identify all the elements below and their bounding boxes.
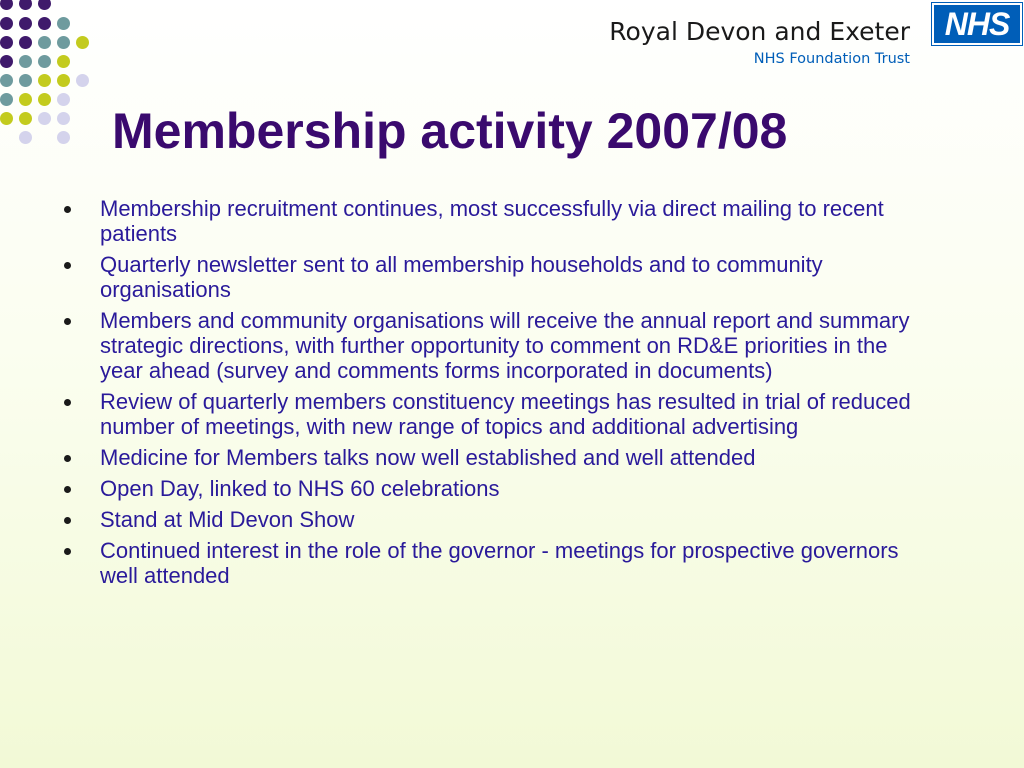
dot-purple xyxy=(19,0,32,10)
dot-lime xyxy=(19,93,32,106)
dot-teal xyxy=(19,74,32,87)
dot-lime xyxy=(38,93,51,106)
dot-lime xyxy=(38,74,51,87)
bullet-item: Stand at Mid Devon Show xyxy=(100,507,930,532)
dot-lavender xyxy=(19,131,32,144)
dot-purple xyxy=(0,17,13,30)
dot-lime xyxy=(19,112,32,125)
slide-title: Membership activity 2007/08 xyxy=(112,103,788,159)
bullet-item: Open Day, linked to NHS 60 celebrations xyxy=(100,476,930,501)
bullet-list xyxy=(100,196,930,594)
dot-teal xyxy=(0,74,13,87)
dot-lavender xyxy=(57,112,70,125)
dot-teal xyxy=(57,36,70,49)
dot-lime xyxy=(57,74,70,87)
dot-teal xyxy=(0,93,13,106)
dot-purple xyxy=(0,55,13,68)
dot-purple xyxy=(19,36,32,49)
dot-teal xyxy=(38,36,51,49)
dot-purple xyxy=(19,17,32,30)
bullet-item: Review of quarterly members constituency meetings has resulted in trial of reduced number of meetings, with new range of topics and additional advertising xyxy=(100,389,930,439)
trust-subtitle: NHS Foundation Trust xyxy=(753,51,910,67)
dot-purple xyxy=(38,17,51,30)
bullet-item: Membership recruitment continues, most successfully via direct mailing to recent patients xyxy=(100,196,930,246)
trust-name: Royal Devon and Exeter xyxy=(609,17,910,46)
bullet-item: Members and community organisations will receive the annual report and summary strategic directions, with further opportunity to comment on RD&E priorities in the year ahead (survey and comments forms incorporated in documents) xyxy=(100,308,930,383)
dot-teal xyxy=(57,17,70,30)
bullet-item: Continued interest in the role of the governor - meetings for prospective governors well attended xyxy=(100,538,930,588)
decorative-dot-grid xyxy=(0,0,100,150)
bullet-item: Medicine for Members talks now well established and well attended xyxy=(100,445,930,470)
dot-lime xyxy=(76,36,89,49)
nhs-logo: NHS xyxy=(932,3,1022,45)
dot-teal xyxy=(19,55,32,68)
bullet-item: Quarterly newsletter sent to all membership households and to community organisations xyxy=(100,252,930,302)
trust-name-block xyxy=(609,16,910,68)
dot-purple xyxy=(0,0,13,10)
dot-purple xyxy=(0,36,13,49)
dot-teal xyxy=(38,55,51,68)
dot-lavender xyxy=(57,93,70,106)
dot-lime xyxy=(0,112,13,125)
dot-lavender xyxy=(38,112,51,125)
dot-purple xyxy=(38,0,51,10)
dot-lavender xyxy=(76,74,89,87)
dot-lime xyxy=(57,55,70,68)
dot-lavender xyxy=(57,131,70,144)
